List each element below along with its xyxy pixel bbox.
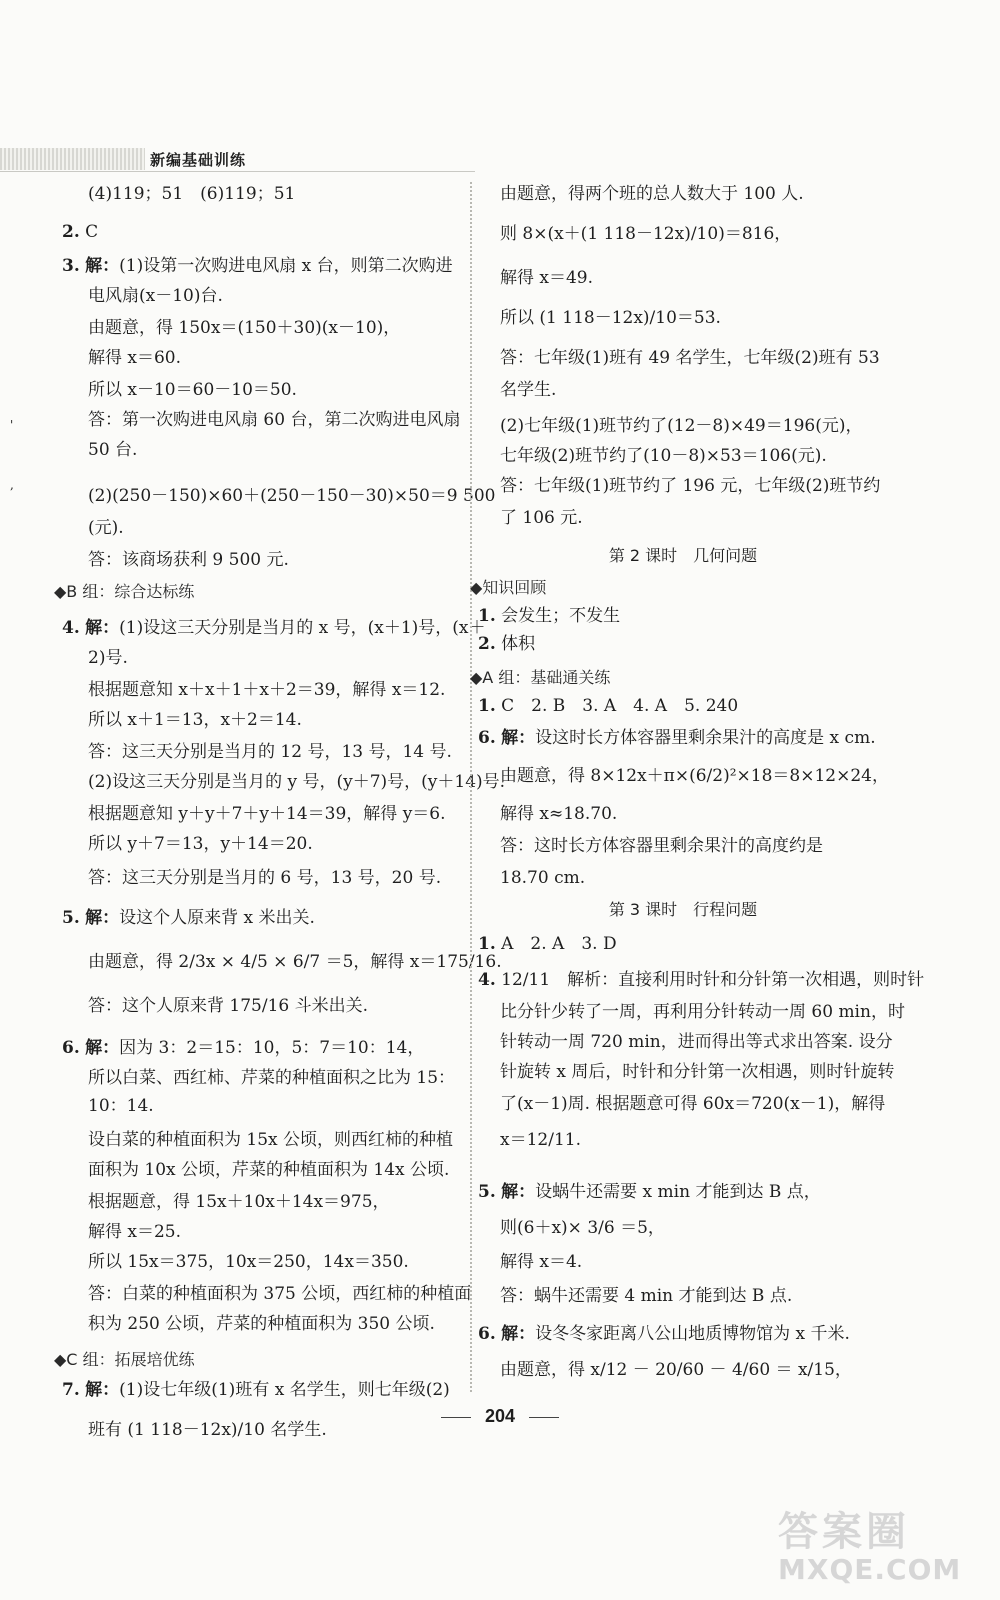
answer-line: (2)设这三天分别是当月的 y 号，(y＋7)号，(y＋14)号.	[88, 772, 506, 792]
lesson-title: 第 3 课时 行程问题	[608, 900, 758, 919]
answer-line: 根据题意知 x＋x＋1＋x＋2＝39，解得 x＝12.	[88, 680, 446, 700]
answer-line: 由题意，得 x/12 － 20/60 － 4/60 ＝ x/15，	[500, 1360, 852, 1380]
answer-line: 5. 解：设蜗牛还需要 x min 才能到达 B 点，	[478, 1182, 821, 1202]
answer-line: (2)(250－150)×60＋(250－150－30)×50＝9 500	[88, 486, 496, 506]
answer-line: 由题意，得 8×12x＋π×(6/2)²×18＝8×12×24，	[500, 766, 889, 786]
column-divider	[470, 182, 472, 1392]
answer-line: 解得 x≈18.70.	[500, 804, 618, 824]
answer-line: 所以 (1 118－12x)/10＝53.	[500, 308, 721, 328]
answer-line: 6. 解：设这时长方体容器里剩余果汁的高度是 x cm.	[478, 728, 876, 748]
answer-line: 解得 x＝4.	[500, 1252, 583, 1272]
answer-line: 七年级(2)班节约了(10－8)×53＝106(元).	[500, 446, 827, 466]
answer-line: 电风扇(x－10)台.	[88, 286, 223, 306]
answer-line: 答：这个人原来背 175/16 斗米出关.	[88, 996, 369, 1016]
answer-line: 名学生.	[500, 380, 557, 400]
answer-line: 答：这三天分别是当月的 12 号，13 号，14 号.	[88, 742, 452, 762]
section-heading: ◆C 组：拓展培优练	[54, 1350, 195, 1369]
answer-line: 则 8×(x＋(1 118－12x)/10)＝816，	[500, 224, 792, 244]
answer-line: 2. 体积	[478, 634, 536, 654]
lesson-title: 第 2 课时 几何问题	[608, 546, 758, 565]
answer-line: 解得 x＝25.	[88, 1222, 182, 1242]
scan-mark: '	[10, 418, 14, 432]
answer-line: 4. 解：(1)设这三天分别是当月的 x 号，(x＋1)号，(x＋	[62, 618, 486, 638]
answer-line: (元).	[88, 518, 124, 538]
page-number	[0, 1406, 1000, 1427]
answer-line: 10：14.	[88, 1096, 154, 1116]
watermark-logo	[778, 1500, 978, 1592]
answer-line: 设白菜的种植面积为 15x 公顷，则西红柿的种植	[88, 1130, 454, 1150]
answer-line: 4. 12/11 解析：直接利用时针和分针第一次相遇，则时针	[478, 970, 925, 990]
page-number-text: 204	[484, 1406, 516, 1426]
answer-line: 1. C 2. B 3. A 4. A 5. 240	[478, 696, 739, 716]
answer-line: 3. 解：(1)设第一次购进电风扇 x 台，则第二次购进	[62, 256, 453, 276]
answer-line: 1. A 2. A 3. D	[478, 934, 617, 954]
header-rule	[0, 171, 475, 172]
answer-line: 答：这时长方体容器里剩余果汁的高度约是	[500, 836, 823, 856]
answer-line: (2)七年级(1)班节约了(12－8)×49＝196(元)，	[500, 416, 863, 436]
answer-line: 50 台.	[88, 440, 138, 460]
answer-line: 答：七年级(1)班节约了 196 元，七年级(2)班节约	[500, 476, 881, 496]
answer-line: 5. 解：设这个人原来背 x 米出关.	[62, 908, 315, 928]
answer-line: 了(x－1)周. 根据题意可得 60x＝720(x－1)，解得	[500, 1094, 886, 1114]
answer-line: 积为 250 公顷，芹菜的种植面积为 350 公顷.	[88, 1314, 435, 1334]
answer-line: 2)号.	[88, 648, 128, 668]
answer-line: 所以 x－10＝60－10＝50.	[88, 380, 297, 400]
answer-line: 答：蜗牛还需要 4 min 才能到达 B 点.	[500, 1286, 793, 1306]
answer-line: 面积为 10x 公顷，芹菜的种植面积为 14x 公顷.	[88, 1160, 450, 1180]
answer-line: 解得 x＝60.	[88, 348, 182, 368]
answer-line: 答：七年级(1)班有 49 名学生，七年级(2)班有 53	[500, 348, 880, 368]
answer-line: 所以 y＋7＝13，y＋14＝20.	[88, 834, 313, 854]
section-heading: ◆知识回顾	[470, 578, 547, 597]
scan-mark: ,	[10, 478, 14, 492]
answer-line: 针旋转 x 周后，时针和分针第一次相遇，则时针旋转	[500, 1062, 895, 1082]
section-heading: ◆A 组：基础通关练	[470, 668, 611, 687]
watermark-line2: MXQE.COM	[778, 1553, 962, 1586]
answer-line: 由题意，得 150x＝(150＋30)(x－10)，	[88, 318, 401, 338]
section-heading: ◆B 组：综合达标练	[54, 582, 195, 601]
answer-line: 答：这三天分别是当月的 6 号，13 号，20 号.	[88, 868, 442, 888]
answer-line: 解得 x＝49.	[500, 268, 594, 288]
answer-line: 2. C	[62, 222, 99, 242]
answer-line: 答：白菜的种植面积为 375 公顷，西红柿的种植面	[88, 1284, 472, 1304]
answer-line: 6. 解：设冬冬家距离八公山地质博物馆为 x 千米.	[478, 1324, 850, 1344]
answer-line: 所以白菜、西红柿、芹菜的种植面积之比为 15：	[88, 1068, 456, 1088]
answer-line: 所以 15x＝375，10x＝250，14x＝350.	[88, 1252, 409, 1272]
answer-line: 1. 会发生；不发生	[478, 606, 621, 626]
answer-line: 比分针少转了一周，再利用分针转动一周 60 min，时	[500, 1002, 905, 1022]
answer-line: 答：第一次购进电风扇 60 台，第二次购进电风扇	[88, 410, 461, 430]
answer-line: 根据题意知 y＋y＋7＋y＋14＝39，解得 y＝6.	[88, 804, 446, 824]
answer-line: 6. 解：因为 3：2＝15：10，5：7＝10：14，	[62, 1038, 425, 1058]
header-decoration	[0, 148, 145, 170]
answer-line: 则(6＋x)× 3/6 ＝5，	[500, 1218, 665, 1238]
answer-line: (4)119；51 (6)119；51	[88, 184, 296, 204]
answer-line: 根据题意，得 15x＋10x＋14x＝975，	[88, 1192, 390, 1212]
answer-line: 由题意，得 2/3x × 4/5 × 6/7 ＝5，解得 x＝175/16.	[88, 952, 502, 972]
answer-line: 答：该商场获利 9 500 元.	[88, 550, 289, 570]
answer-line: 了 106 元.	[500, 508, 583, 528]
answer-line: 18.70 cm.	[500, 868, 586, 888]
book-title: 新编基础训练	[150, 151, 247, 169]
answer-line: 班有 (1 118－12x)/10 名学生.	[88, 1420, 327, 1440]
answer-line: 由题意，得两个班的总人数大于 100 人.	[500, 184, 804, 204]
answer-line: 所以 x＋1＝13，x＋2＝14.	[88, 710, 302, 730]
watermark-line1: 答案圈	[778, 1509, 910, 1555]
answer-line: x＝12/11.	[500, 1130, 581, 1150]
answer-line: 针转动一周 720 min，进而得出等式求出答案. 设分	[500, 1032, 893, 1052]
answer-line: 7. 解：(1)设七年级(1)班有 x 名学生，则七年级(2)	[62, 1380, 450, 1400]
